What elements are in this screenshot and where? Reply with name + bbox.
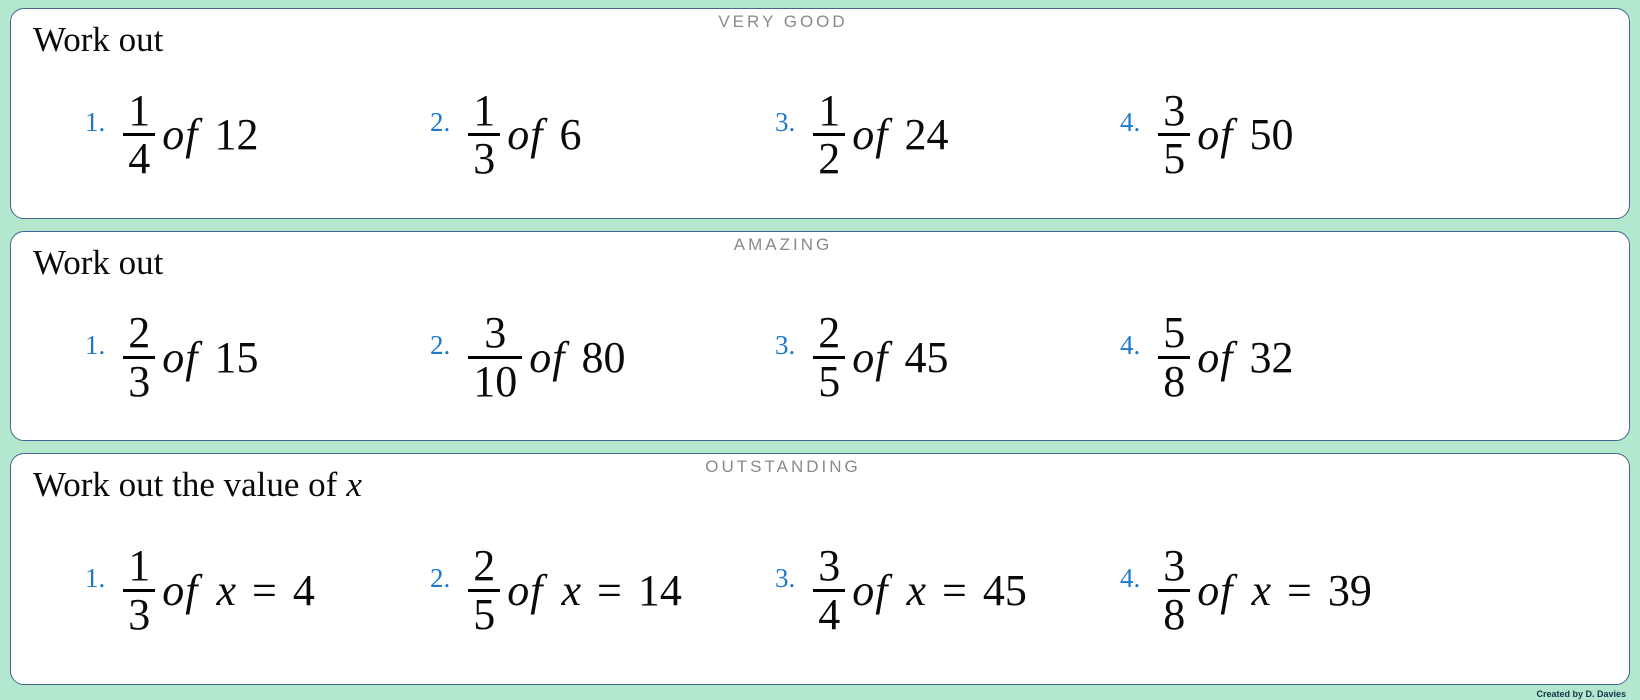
operand-value: 12 — [214, 110, 259, 160]
fraction-denominator: 3 — [123, 589, 155, 638]
of-word: of — [162, 110, 199, 160]
fraction — [813, 85, 845, 184]
variable: x — [561, 565, 582, 615]
fraction-denominator: 4 — [813, 589, 845, 638]
fraction-numerator: 1 — [818, 85, 841, 135]
equals-sign: = — [597, 565, 622, 615]
fraction-numerator: 1 — [128, 85, 151, 135]
operand-value: 14 — [637, 565, 682, 615]
fraction — [468, 85, 500, 184]
question-item — [775, 85, 1120, 184]
fraction-denominator: 5 — [813, 356, 845, 405]
question-row — [31, 497, 1609, 685]
fraction — [1158, 310, 1190, 405]
question-item — [430, 85, 775, 184]
credit-text: Created by D. Davies — [1536, 689, 1626, 699]
question-item — [775, 310, 1120, 405]
question-number: 3. — [775, 562, 796, 593]
operand-value: 50 — [1249, 110, 1294, 160]
operand-value: 24 — [904, 110, 949, 160]
fraction-numerator: 3 — [1163, 541, 1186, 590]
of-word: of — [507, 110, 544, 160]
question-number: 3. — [775, 329, 796, 360]
of-word: of — [852, 110, 889, 160]
fraction — [468, 543, 500, 638]
operand-value: 39 — [1327, 565, 1372, 615]
operand-value: 45 — [904, 332, 949, 382]
question-number: 4. — [1120, 107, 1141, 138]
prompt-text: Work out — [33, 243, 164, 282]
equals-sign: = — [1287, 565, 1312, 615]
question-item — [430, 543, 775, 638]
section-outstanding — [10, 453, 1630, 685]
question-number: 2. — [430, 107, 451, 138]
operand-value: 80 — [581, 332, 626, 382]
fraction-numerator: 5 — [1163, 308, 1186, 357]
question-number: 2. — [430, 329, 451, 360]
fraction-numerator: 3 — [818, 541, 841, 590]
question-item — [430, 310, 775, 405]
section-badge: OUTSTANDING — [705, 457, 861, 476]
operand-value: 4 — [292, 565, 315, 615]
question-item — [85, 543, 430, 638]
section-amazing — [10, 231, 1630, 441]
fraction-numerator: 2 — [473, 541, 496, 590]
fraction-numerator: 2 — [818, 308, 841, 357]
fraction-numerator: 1 — [128, 541, 151, 590]
of-word: of — [852, 332, 889, 382]
fraction-denominator: 2 — [813, 133, 845, 182]
fraction — [1158, 85, 1190, 184]
question-item — [775, 543, 1120, 638]
of-word: of — [1197, 565, 1234, 615]
fraction-numerator: 3 — [484, 308, 507, 357]
variable: x — [906, 565, 927, 615]
fraction-denominator: 8 — [1158, 589, 1190, 638]
question-number: 1. — [85, 107, 106, 138]
operand-value: 6 — [559, 110, 582, 160]
equals-sign: = — [252, 565, 277, 615]
fraction-numerator: 3 — [1163, 85, 1186, 135]
question-number: 4. — [1120, 562, 1141, 593]
of-word: of — [1197, 332, 1234, 382]
fraction — [813, 310, 845, 405]
of-word: of — [162, 565, 199, 615]
fraction-denominator: 5 — [1158, 133, 1190, 182]
question-row — [31, 52, 1609, 219]
fraction — [1158, 543, 1190, 638]
fraction — [123, 85, 155, 184]
of-word: of — [529, 332, 566, 382]
question-number: 3. — [775, 107, 796, 138]
variable: x — [1251, 565, 1272, 615]
fraction-denominator: 5 — [468, 589, 500, 638]
fraction-numerator: 1 — [473, 85, 496, 135]
prompt-text: Work out — [33, 20, 164, 59]
section-badge: VERY GOOD — [718, 12, 848, 31]
fraction-denominator: 3 — [468, 133, 500, 182]
section-badge: AMAZING — [733, 235, 833, 254]
fraction — [468, 310, 522, 405]
question-number: 4. — [1120, 329, 1141, 360]
question-item — [1120, 310, 1465, 405]
question-item — [1120, 543, 1465, 638]
question-number: 1. — [85, 562, 106, 593]
fraction — [813, 543, 845, 638]
operand-value: 32 — [1249, 332, 1294, 382]
fraction-numerator: 2 — [128, 308, 151, 357]
question-row — [31, 275, 1609, 441]
equals-sign: = — [942, 565, 967, 615]
operand-value: 15 — [214, 332, 259, 382]
question-item — [85, 85, 430, 184]
of-word: of — [162, 332, 199, 382]
prompt-variable: x — [346, 465, 362, 504]
question-number: 2. — [430, 562, 451, 593]
fraction-denominator: 8 — [1158, 356, 1190, 405]
question-item — [1120, 85, 1465, 184]
variable: x — [216, 565, 237, 615]
fraction — [123, 310, 155, 405]
fraction — [123, 543, 155, 638]
of-word: of — [1197, 110, 1234, 160]
question-item — [85, 310, 430, 405]
question-number: 1. — [85, 329, 106, 360]
fraction-denominator: 4 — [123, 133, 155, 182]
operand-value: 45 — [982, 565, 1027, 615]
fraction-denominator: 10 — [468, 356, 522, 405]
prompt-text: Work out the value of — [33, 465, 338, 504]
section-very-good — [10, 8, 1630, 219]
of-word: of — [507, 565, 544, 615]
of-word: of — [852, 565, 889, 615]
fraction-denominator: 3 — [123, 356, 155, 405]
